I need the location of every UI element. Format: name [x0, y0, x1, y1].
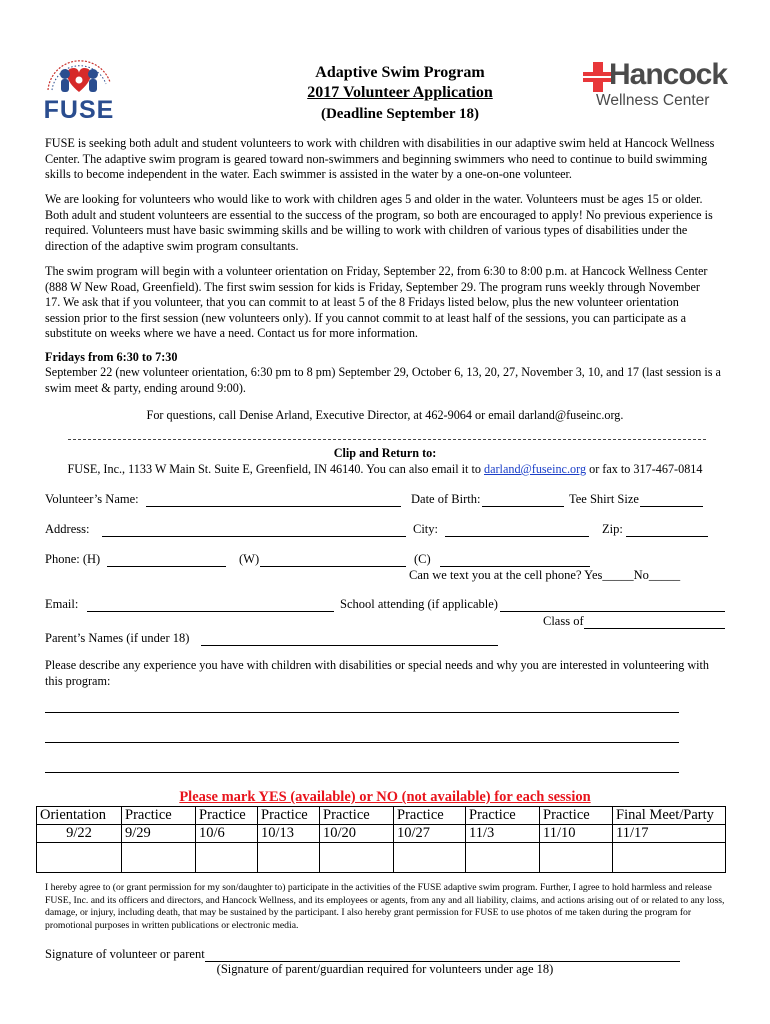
school-field[interactable] — [500, 611, 725, 612]
session-header: Practice — [196, 807, 258, 825]
name-label: Volunteer’s Name: — [45, 492, 139, 506]
session-header: Practice — [540, 807, 613, 825]
session-date: 11/10 — [540, 825, 613, 843]
session-answer-cell[interactable] — [196, 843, 258, 873]
tee-label: Tee Shirt Size — [569, 492, 639, 506]
email-field[interactable] — [87, 611, 334, 612]
hancock-name: Hancock — [609, 58, 728, 91]
session-header: Practice — [258, 807, 320, 825]
session-header: Final Meet/Party — [613, 807, 726, 825]
city-label: City: — [413, 522, 439, 536]
experience-line-3[interactable] — [45, 772, 679, 773]
fridays-dates: September 22 (new volunteer orientation, 6:30 pm to 8 pm) September 29, October 6, 13, 20, 27, November 3, 10, and 17 (last session is a swim meet & party, ending around 9:00). — [45, 365, 721, 395]
dob-field[interactable] — [482, 506, 564, 507]
address-label: Address: — [45, 522, 90, 536]
session-answer-cell[interactable] — [37, 843, 122, 873]
fuse-wordmark: FUSE — [43, 96, 115, 124]
liability-waiver: I hereby agree to (or grant permission for my son/daughter to) participate in the activities of the FUSE adaptive swim program. Further, I agree to hold harmless and release FUSE, Inc. and its officers and directors, and Hancock Wellness, and its employees or agents, from any and all liability, claims, and actions arising out of or related to any loss, damage, or injury, including death, that may be sustained by the participant. I also hereby grant permission for FUSE to use photos of me taken during the program for promotional purposes in written publications or electronic media. — [45, 882, 725, 931]
address-field[interactable] — [102, 536, 406, 537]
hancock-sub: Wellness Center — [596, 92, 710, 109]
class-of-field[interactable] — [584, 628, 725, 629]
page-subtitle: 2017 Volunteer Application — [307, 84, 493, 101]
hancock-logo — [582, 58, 728, 114]
session-answer-cell[interactable] — [394, 843, 466, 873]
session-date: 11/17 — [613, 825, 726, 843]
session-answer-cell[interactable] — [540, 843, 613, 873]
session-date: 10/6 — [196, 825, 258, 843]
fuse-logo — [34, 44, 124, 122]
name-field[interactable] — [146, 506, 401, 507]
session-answer-cell[interactable] — [466, 843, 540, 873]
session-date: 10/27 — [394, 825, 466, 843]
phone-home-label: Phone: (H) — [45, 552, 101, 566]
signature-note: (Signature of parent/guardian required for volunteers under age 18) — [216, 962, 554, 976]
session-header: Practice — [122, 807, 196, 825]
dob-label: Date of Birth: — [411, 492, 481, 506]
return-address-text: FUSE, Inc., 1133 W Main St. Suite E, Greenfield, IN 46140. You can also email it to — [67, 462, 484, 476]
parents-field[interactable] — [201, 645, 498, 646]
session-answer-cell[interactable] — [613, 843, 726, 873]
parents-label: Parent’s Names (if under 18) — [45, 631, 190, 645]
return-fax-text: or fax to 317-467-0814 — [586, 462, 703, 476]
session-answer-cell[interactable] — [122, 843, 196, 873]
session-header: Practice — [320, 807, 394, 825]
schedule-paragraph: The swim program will begin with a volunteer orientation on Friday, September 22, from 6:30 to 8:00 p.m. at Hancock Wellness Center (888 W New Road, Greenfield). The first swim session for kids is Friday, September 29. The program runs weekly through November 17. We ask that if you volunteer, that you can commit to at least 5 of the 8 Fridays listed below, plus the new volunteer orientation session prior to the first session (new volunteers only). If you cannot commit to at least half of the sessions, you can participate as a substitute on weeks where we have a need. Contact us for more information. — [45, 264, 708, 340]
page-title: Adaptive Swim Program — [315, 64, 485, 81]
clip-divider — [68, 439, 706, 440]
phone-work-field[interactable] — [260, 566, 406, 567]
text-consent[interactable]: Can we text you at the cell phone? Yes_____No_____ — [409, 568, 681, 582]
return-email-link[interactable]: darland@fuseinc.org — [484, 462, 587, 476]
questions-line: For questions, call Denise Arland, Executive Director, at 462-9064 or email darland@fuseinc.org. — [146, 408, 624, 422]
city-field[interactable] — [445, 536, 589, 537]
phone-home-field[interactable] — [107, 566, 226, 567]
session-date: 9/22 — [37, 825, 122, 843]
clip-heading: Clip and Return to: — [333, 446, 437, 460]
session-date: 10/20 — [320, 825, 394, 843]
class-of-label: Class of — [543, 614, 584, 628]
zip-label: Zip: — [602, 522, 623, 536]
deadline: (Deadline September 18) — [320, 106, 480, 122]
phone-cell-field[interactable] — [440, 566, 590, 567]
session-answer-cell[interactable] — [320, 843, 394, 873]
tee-field[interactable] — [640, 506, 703, 507]
session-header: Practice — [466, 807, 540, 825]
session-header: Practice — [394, 807, 466, 825]
session-header-row — [37, 807, 726, 825]
session-header: Orientation — [37, 807, 122, 825]
experience-prompt: Please describe any experience you have with children with disabilities or special needs and why you are interested in volunteering with this program: — [45, 658, 710, 688]
school-label: School attending (if applicable) — [340, 597, 498, 611]
experience-line-1[interactable] — [45, 712, 679, 713]
session-table — [36, 806, 726, 873]
session-date: 10/13 — [258, 825, 320, 843]
zip-field[interactable] — [626, 536, 708, 537]
session-date-row — [37, 825, 726, 843]
session-answer-row — [37, 843, 726, 873]
phone-work-label: (W) — [239, 552, 260, 566]
session-date: 11/3 — [466, 825, 540, 843]
intro-paragraph: FUSE is seeking both adult and student volunteers to work with children with disabilities in our adaptive swim held at Hancock Wellness Center. The adaptive swim program is geared toward non-swimmers and beginning swimmers who need to continue to build swimming skills to become independent in the water. Each swimmer is assisted in the water by a one-on-one volunteer. — [45, 136, 715, 181]
return-address — [0, 462, 770, 478]
requirements-paragraph: We are looking for volunteers who would like to work with children ages 5 and older in the water. Volunteers must be ages 15 or older. Both adult and student volunteers are essential to the success of the program, so both are encouraged to apply! No previous experience is required. Volunteers must have basic swimming skills and be willing to work with children of various types of disabilities under the direction of the adaptive swim program consultants. — [45, 192, 713, 253]
experience-line-2[interactable] — [45, 742, 679, 743]
fridays-heading: Fridays from 6:30 to 7:30 — [45, 350, 178, 364]
session-instruction: Please mark YES (available) or NO (not available) for each session — [179, 789, 591, 805]
session-answer-cell[interactable] — [258, 843, 320, 873]
signature-label: Signature of volunteer or parent — [45, 947, 205, 961]
phone-cell-label: (C) — [414, 552, 431, 566]
session-date: 9/29 — [122, 825, 196, 843]
email-label: Email: — [45, 597, 79, 611]
